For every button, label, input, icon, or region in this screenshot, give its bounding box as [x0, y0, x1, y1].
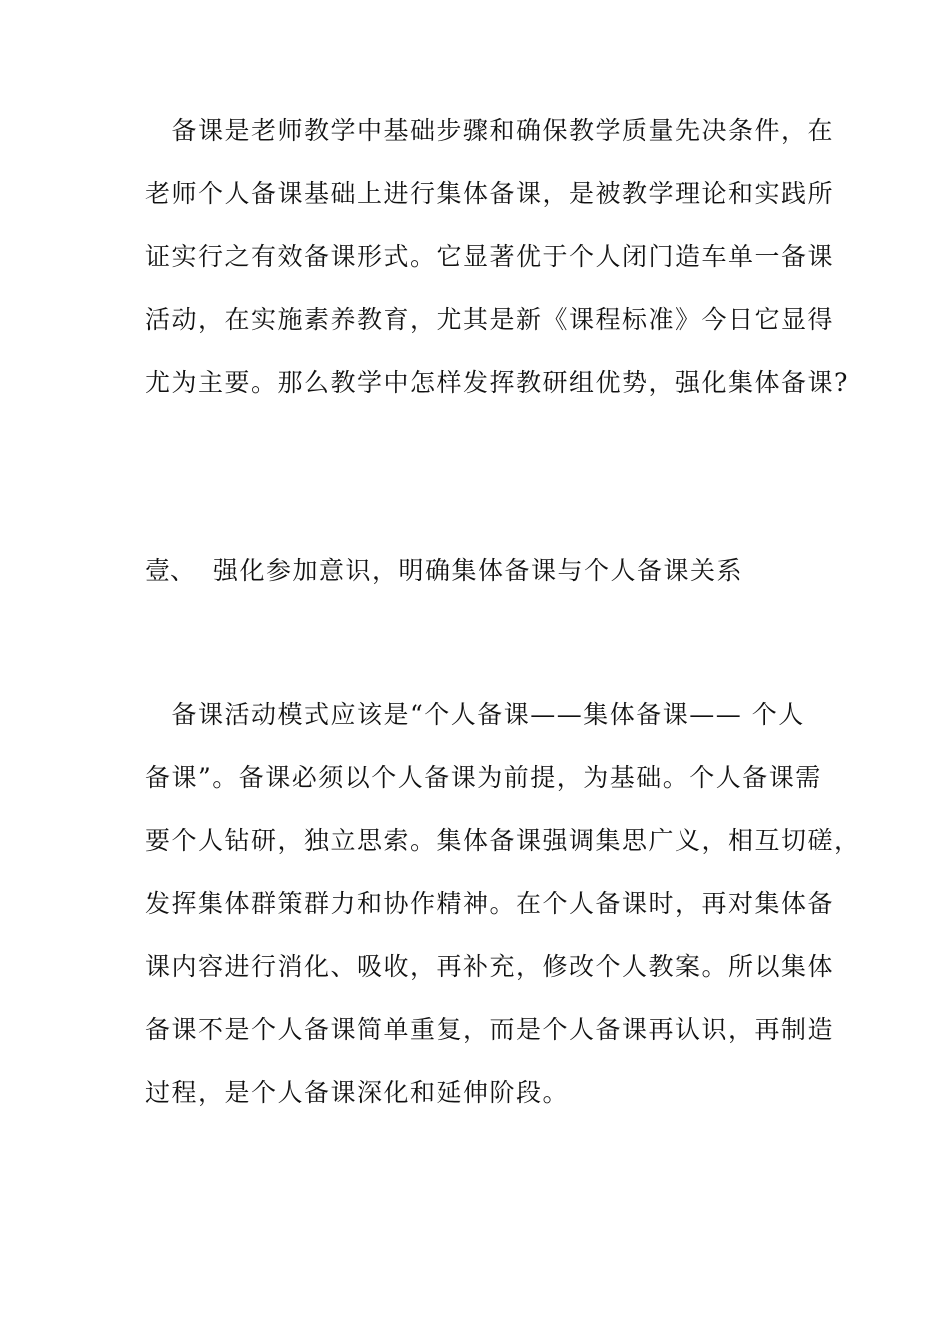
paragraph-line: 尤为主要。那么教学中怎样发挥教研组优势，强化集体备课? [145, 368, 849, 397]
paragraph-line: 要个人钻研，独立思索。集体备课强调集思广义，相互切磋， [145, 826, 861, 855]
paragraph-line: 备课不是个人备课简单重复，而是个人备课再认识，再制造 [145, 1015, 835, 1044]
paragraph-line: 发挥集体群策群力和协作精神。在个人备课时，再对集体备 [145, 889, 835, 918]
paragraph-line: 备课活动模式应该是“个人备课——集体备课—— 个人 [145, 700, 805, 729]
paragraph-line: 备课是老师教学中基础步骤和确保教学质量先决条件，在 [145, 116, 835, 145]
paragraph-line: 活动，在实施素养教育，尤其是新《课程标准》今日它显得 [145, 305, 835, 334]
paragraph-line: 备课”。备课必须以个人备课为前提，为基础。个人备课需 [145, 763, 822, 792]
paragraph-line: 老师个人备课基础上进行集体备课，是被教学理论和实践所 [145, 179, 835, 208]
paragraph-line: 过程，是个人备课深化和延伸阶段。 [145, 1078, 570, 1107]
section-title: 强化参加意识，明确集体备课与个人备课关系 [213, 556, 744, 585]
paragraph-line: 课内容进行消化、吸收，再补充，修改个人教案。所以集体 [145, 952, 835, 981]
section-number: 壹、 [145, 556, 196, 585]
paragraph-line: 证实行之有效备课形式。它显著优于个人闭门造车单一备课 [145, 242, 835, 271]
